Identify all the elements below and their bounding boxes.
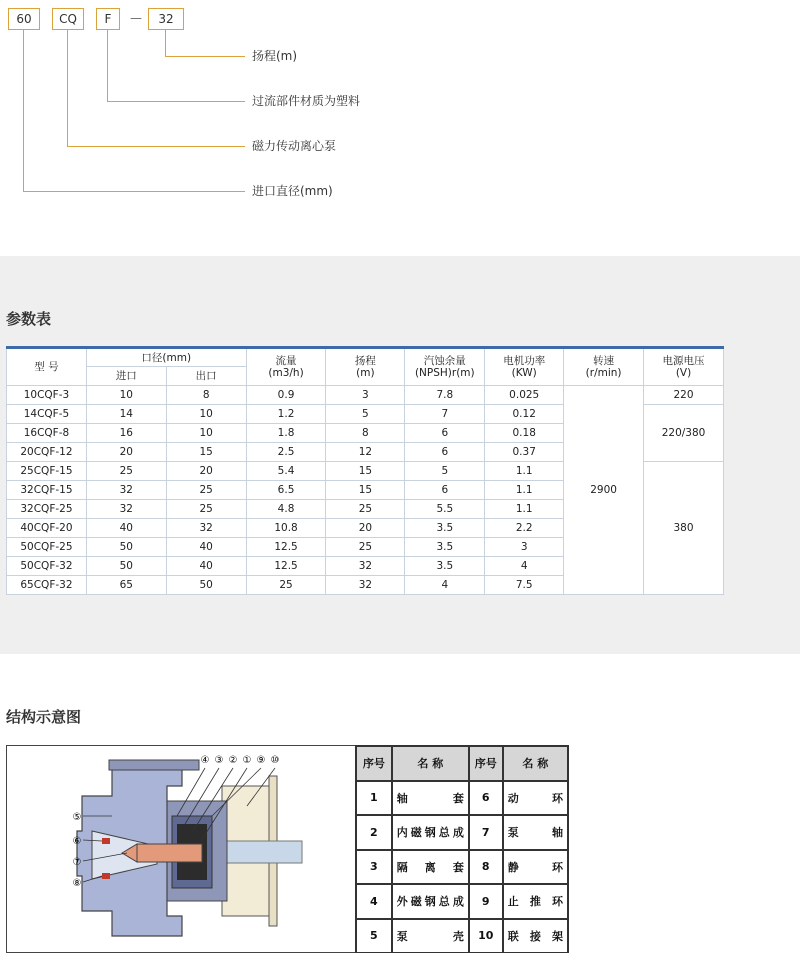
part-name: 泵 轴	[503, 815, 568, 850]
params-section	[0, 256, 800, 654]
cell-outlet: 25	[166, 500, 246, 519]
header-power: 电机功率 (KW)	[485, 348, 564, 386]
part-number: 8	[469, 850, 503, 885]
cell-inlet: 10	[86, 386, 166, 405]
header-npsh: 汽蚀余量 (NPSH)r(m)	[405, 348, 485, 386]
cell-inlet: 50	[86, 557, 166, 576]
cell-inlet: 50	[86, 538, 166, 557]
cell-power: 1.1	[485, 462, 564, 481]
connector-inlet-v	[23, 30, 24, 191]
dynamic-ring-marker	[102, 838, 110, 844]
part-number: 9	[469, 884, 503, 919]
outlet-flange	[109, 760, 199, 770]
cell-power: 4	[485, 557, 564, 576]
pump-shaft	[137, 844, 202, 862]
cell-power: 7.5	[485, 576, 564, 595]
meaning-head: 扬程(m)	[252, 49, 298, 63]
params-table	[6, 346, 724, 595]
callout-4: ④	[200, 755, 210, 766]
cell-voltage: 220	[644, 386, 724, 405]
part-number: 4	[356, 884, 392, 919]
cell-power: 0.18	[485, 424, 564, 443]
code-separator: —	[130, 11, 142, 25]
cell-power: 1.1	[485, 500, 564, 519]
meaning-inlet: 进口直径(mm)	[252, 184, 333, 198]
callout-9: ⑨	[256, 755, 266, 766]
cell-npsh: 6	[405, 443, 485, 462]
cell-model: 20CQF-12	[7, 443, 87, 462]
connector-type-h	[67, 146, 245, 147]
cell-outlet: 20	[166, 462, 246, 481]
parts-header-name-1: 名 称	[392, 746, 469, 781]
part-name: 内磁钢总成	[392, 815, 469, 850]
cell-flow: 1.2	[246, 405, 326, 424]
header-bore: 口径(mm)	[86, 348, 246, 367]
cell-npsh: 7.8	[405, 386, 485, 405]
cell-outlet: 15	[166, 443, 246, 462]
cell-flow: 0.9	[246, 386, 326, 405]
cell-power: 2.2	[485, 519, 564, 538]
cell-inlet: 20	[86, 443, 166, 462]
part-name: 动 环	[503, 781, 568, 816]
structure-title: 结构示意图	[6, 708, 82, 726]
cell-npsh: 7	[405, 405, 485, 424]
cell-voltage: 380	[644, 462, 724, 595]
motor-shaft	[222, 841, 302, 863]
cell-outlet: 10	[166, 424, 246, 443]
cell-power: 0.37	[485, 443, 564, 462]
part-name: 隔 离 套	[392, 850, 469, 885]
cell-outlet: 25	[166, 481, 246, 500]
cell-head: 15	[326, 462, 405, 481]
meaning-material: 过流部件材质为塑料	[252, 94, 361, 108]
parts-header-name-2: 名 称	[503, 746, 568, 781]
cell-flow: 1.8	[246, 424, 326, 443]
part-name: 泵 壳	[392, 919, 469, 953]
part-number: 5	[356, 919, 392, 953]
cell-outlet: 10	[166, 405, 246, 424]
parts-header-no-1: 序号	[356, 746, 392, 781]
cell-model: 50CQF-32	[7, 557, 87, 576]
callout-6: ⑥	[72, 836, 82, 847]
cell-inlet: 32	[86, 481, 166, 500]
cell-flow: 12.5	[246, 538, 326, 557]
cell-head: 32	[326, 576, 405, 595]
code-part-head: 32	[148, 8, 184, 30]
cell-model: 65CQF-32	[7, 576, 87, 595]
parts-row	[356, 815, 568, 850]
static-ring-marker	[102, 873, 110, 879]
cell-power: 0.025	[485, 386, 564, 405]
parts-row	[356, 919, 568, 953]
cell-inlet: 40	[86, 519, 166, 538]
cell-outlet: 40	[166, 557, 246, 576]
part-number: 2	[356, 815, 392, 850]
part-number: 7	[469, 815, 503, 850]
cell-model: 25CQF-15	[7, 462, 87, 481]
cell-model: 16CQF-8	[7, 424, 87, 443]
connector-head-v	[165, 30, 166, 56]
cell-model: 32CQF-15	[7, 481, 87, 500]
cell-npsh: 4	[405, 576, 485, 595]
parts-row	[356, 884, 568, 919]
parts-row	[356, 781, 568, 816]
callout-5: ⑤	[72, 812, 82, 823]
cell-npsh: 6	[405, 424, 485, 443]
part-name: 止推环	[503, 884, 568, 919]
pump-cross-section	[7, 746, 355, 952]
cell-outlet: 32	[166, 519, 246, 538]
cell-inlet: 32	[86, 500, 166, 519]
cell-voltage: 220/380	[644, 405, 724, 462]
cell-head: 20	[326, 519, 405, 538]
cell-model: 40CQF-20	[7, 519, 87, 538]
callout-2: ②	[228, 755, 238, 766]
callout-10: ⑩	[270, 755, 280, 766]
code-part-type: CQ	[52, 8, 84, 30]
cell-npsh: 6	[405, 481, 485, 500]
header-flow: 流量 (m3/h)	[246, 348, 326, 386]
connector-type-v	[67, 30, 68, 146]
cell-power: 0.12	[485, 405, 564, 424]
parts-header-no-2: 序号	[469, 746, 503, 781]
cell-head: 32	[326, 557, 405, 576]
connector-head-h	[165, 56, 245, 57]
callout-1: ①	[242, 755, 252, 766]
cell-head: 3	[326, 386, 405, 405]
code-part-inlet: 60	[8, 8, 40, 30]
cell-flow: 25	[246, 576, 326, 595]
cell-flow: 4.8	[246, 500, 326, 519]
cell-head: 12	[326, 443, 405, 462]
part-name: 外磁钢总成	[392, 884, 469, 919]
cell-head: 8	[326, 424, 405, 443]
header-model: 型 号	[7, 348, 87, 386]
connector-material-h	[107, 101, 245, 102]
cell-flow: 5.4	[246, 462, 326, 481]
cell-flow: 2.5	[246, 443, 326, 462]
cell-model: 32CQF-25	[7, 500, 87, 519]
cell-npsh: 3.5	[405, 538, 485, 557]
header-head: 扬程 (m)	[326, 348, 405, 386]
header-speed: 转速 (r/min)	[564, 348, 644, 386]
structure-figure	[6, 745, 568, 953]
cell-npsh: 5.5	[405, 500, 485, 519]
structure-section	[0, 654, 800, 953]
cell-outlet: 8	[166, 386, 246, 405]
cell-flow: 12.5	[246, 557, 326, 576]
part-number: 3	[356, 850, 392, 885]
header-outlet: 出口	[166, 367, 246, 386]
cell-flow: 10.8	[246, 519, 326, 538]
part-number: 1	[356, 781, 392, 816]
cell-power: 3	[485, 538, 564, 557]
part-number: 10	[469, 919, 503, 953]
params-row	[7, 386, 724, 405]
code-part-material: F	[96, 8, 120, 30]
cell-model: 14CQF-5	[7, 405, 87, 424]
cell-speed: 2900	[564, 386, 644, 595]
header-voltage: 电源电压 (V)	[644, 348, 724, 386]
cell-outlet: 40	[166, 538, 246, 557]
connector-material-v	[107, 30, 108, 101]
cell-flow: 6.5	[246, 481, 326, 500]
parts-list-table	[355, 745, 569, 953]
part-name: 静 环	[503, 850, 568, 885]
header-inlet: 进口	[86, 367, 166, 386]
cell-head: 5	[326, 405, 405, 424]
part-name: 轴 套	[392, 781, 469, 816]
params-title: 参数表	[6, 310, 52, 328]
cell-model: 10CQF-3	[7, 386, 87, 405]
cell-inlet: 25	[86, 462, 166, 481]
cell-npsh: 3.5	[405, 557, 485, 576]
cell-outlet: 50	[166, 576, 246, 595]
cell-inlet: 16	[86, 424, 166, 443]
cell-npsh: 3.5	[405, 519, 485, 538]
cell-npsh: 5	[405, 462, 485, 481]
cell-head: 15	[326, 481, 405, 500]
cell-head: 25	[326, 538, 405, 557]
parts-row	[356, 850, 568, 885]
part-number: 6	[469, 781, 503, 816]
callout-3: ③	[214, 755, 224, 766]
cell-head: 25	[326, 500, 405, 519]
callout-7: ⑦	[72, 857, 82, 868]
cell-inlet: 65	[86, 576, 166, 595]
cell-power: 1.1	[485, 481, 564, 500]
cell-inlet: 14	[86, 405, 166, 424]
model-code-diagram	[0, 0, 800, 256]
connector-inlet-h	[23, 191, 245, 192]
meaning-type: 磁力传动离心泵	[252, 139, 337, 153]
part-name: 联接架	[503, 919, 568, 953]
callout-8: ⑧	[72, 878, 82, 889]
cell-model: 50CQF-25	[7, 538, 87, 557]
